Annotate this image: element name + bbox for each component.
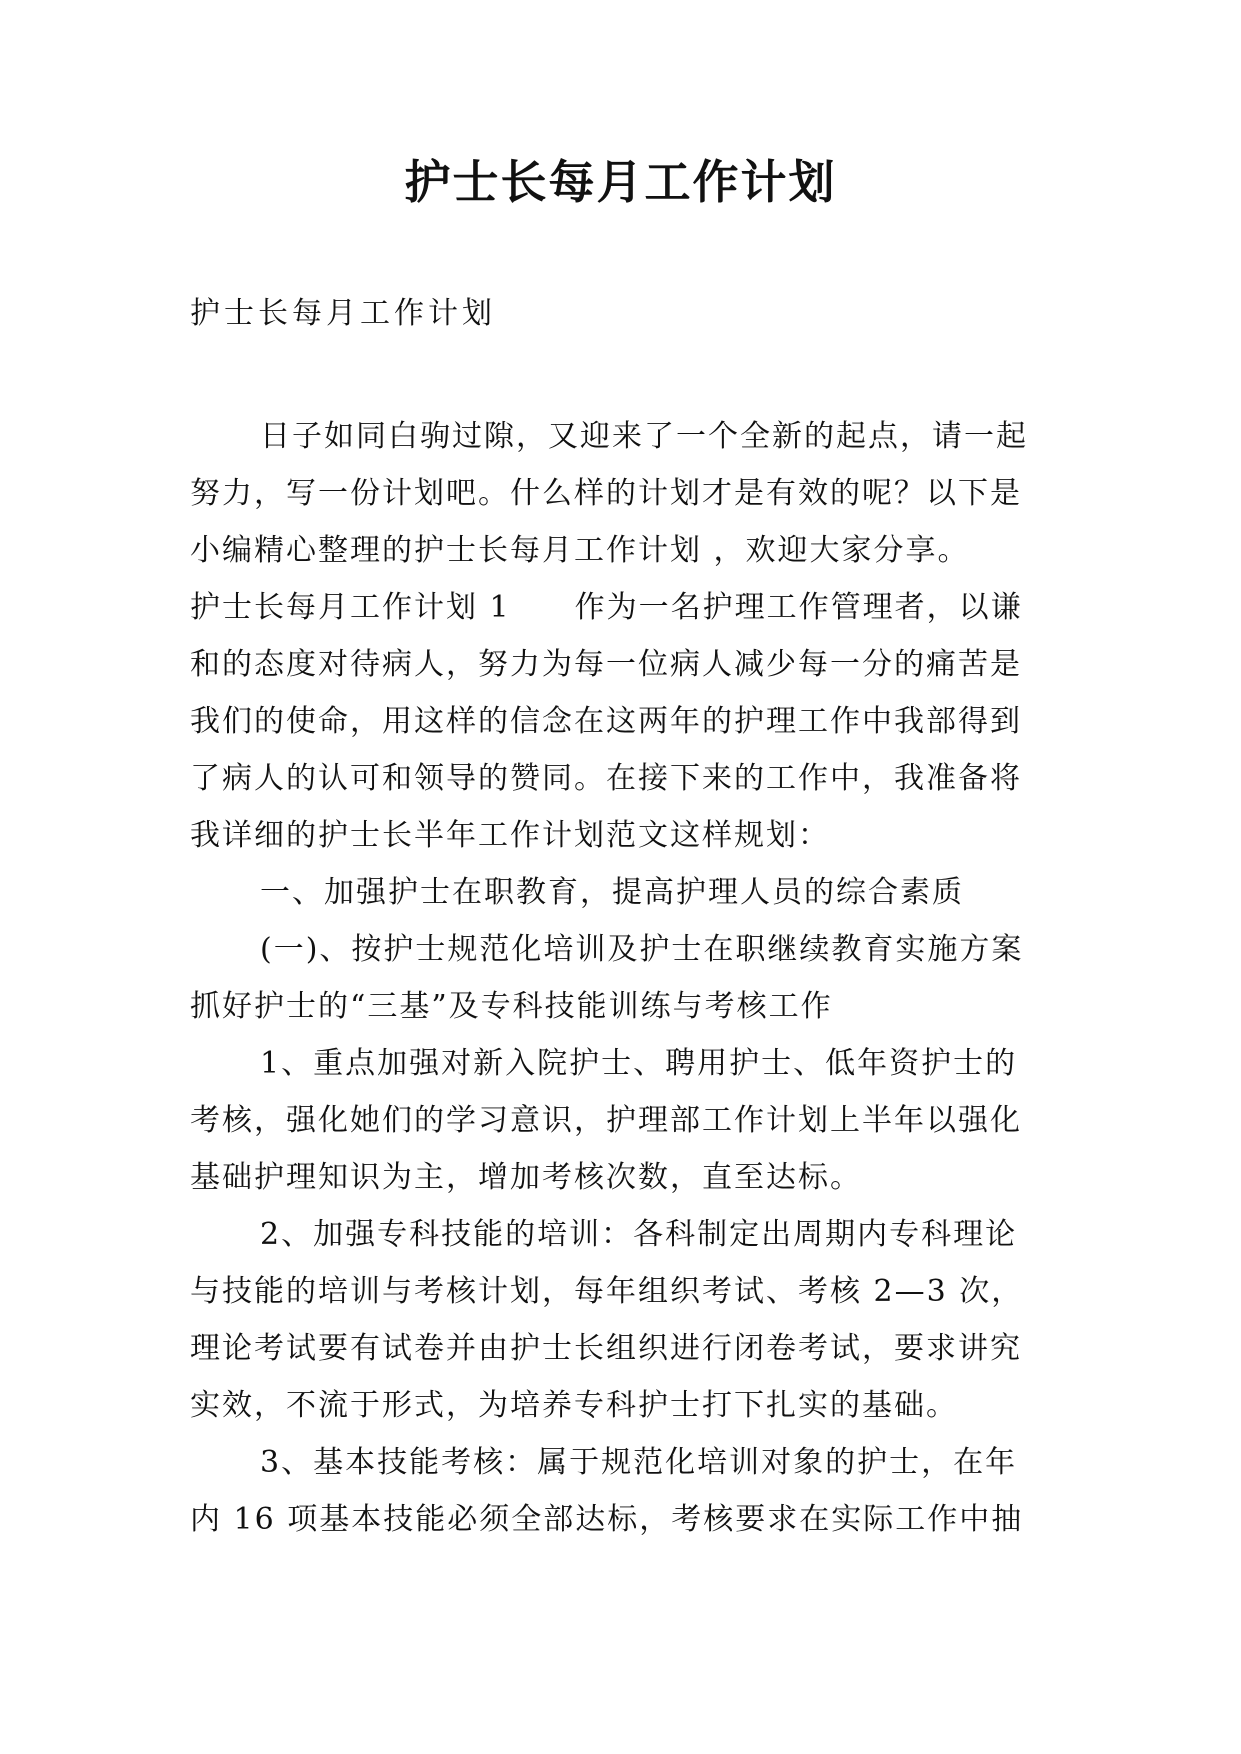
- body-line: 努力，写一份计划吧。什么样的计划才是有效的呢？以下是: [190, 476, 1022, 511]
- document-body: [190, 408, 1052, 1548]
- body-line: 与技能的培训与考核计划，每年组织考试、考核 2—3 次，: [190, 1274, 1024, 1309]
- body-line: 1、重点加强对新入院护士、聘用护士、低年资护士的: [260, 1046, 1018, 1081]
- body-line: 护士长每月工作计划 1 作为一名护理工作管理者，以谦: [190, 590, 1023, 625]
- body-line: 实效，不流于形式，为培养专科护士打下扎实的基础。: [190, 1388, 958, 1423]
- body-line: 2、加强专科技能的培训：各科制定出周期内专科理论: [260, 1217, 1018, 1252]
- body-line: 理论考试要有试卷并由护士长组织进行闭卷考试，要求讲究: [190, 1331, 1022, 1366]
- document-title: 护士长每月工作计划: [404, 155, 837, 209]
- body-line: 内 16 项基本技能必须全部达标，考核要求在实际工作中抽: [190, 1502, 1024, 1537]
- body-line: 小编精心整理的护士长每月工作计划 ，欢迎大家分享。: [190, 533, 970, 568]
- body-line: 日子如同白驹过隙，又迎来了一个全新的起点，请一起: [260, 419, 1028, 454]
- document-subtitle: 护士长每月工作计划: [190, 296, 496, 331]
- body-line: 我详细的护士长半年工作计划范文这样规划：: [190, 818, 830, 853]
- body-line: 3、基本技能考核：属于规范化培训对象的护士，在年: [260, 1445, 1018, 1480]
- body-line: 我们的使命，用这样的信念在这两年的护理工作中我部得到: [190, 704, 1022, 739]
- subsection-heading: (一)、按护士规范化培训及护士在职继续教育实施方案: [260, 932, 1024, 967]
- body-line: 和的态度对待病人，努力为每一位病人减少每一分的痛苦是: [190, 647, 1022, 682]
- body-line: 了病人的认可和领导的赞同。在接下来的工作中，我准备将: [190, 761, 1022, 796]
- section-heading: 一、加强护士在职教育，提高护理人员的综合素质: [260, 875, 964, 910]
- body-line: 抓好护士的“三基”及专科技能训练与考核工作: [190, 989, 833, 1024]
- body-line: 基础护理知识为主，增加考核次数，直至达标。: [190, 1160, 862, 1195]
- body-line: 考核，强化她们的学习意识，护理部工作计划上半年以强化: [190, 1103, 1022, 1138]
